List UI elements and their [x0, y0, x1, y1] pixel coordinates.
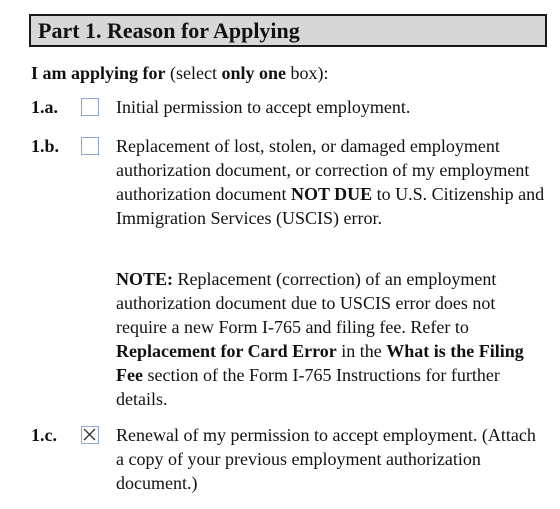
option-1b-label: [116, 134, 548, 230]
option-1b-text-after: to U.S. Citizenship and Immigration Services (USCIS) error.: [116, 184, 545, 228]
instruction-tail: box):: [286, 63, 329, 83]
option-1b-not-due: NOT DUE: [290, 184, 373, 204]
option-1c-number: 1.c.: [31, 425, 57, 445]
option-1b-text-before: Replacement of lost, stolen, or damaged employment authorization document, or correction of my employment authorization document: [116, 136, 530, 204]
note-text-2: in the: [336, 341, 387, 361]
note-bold-1: Replacement for Card Error: [116, 341, 337, 361]
section-title: Part 1. Reason for Applying: [38, 18, 300, 43]
option-1a-checkbox[interactable]: [81, 98, 99, 116]
option-1a-label: Initial permission to accept employment.: [116, 97, 411, 117]
option-1b-checkbox[interactable]: [81, 137, 99, 155]
option-1c-label: Renewal of my permission to accept employment. (Attach a copy of your previous employment authorization document.): [116, 425, 536, 493]
note-text-3: section of the Form I-765 Instructions for further details.: [116, 365, 500, 409]
note-paragraph: [116, 267, 548, 411]
instruction-emphasis: only one: [221, 63, 287, 83]
option-1b-number: 1.b.: [31, 136, 60, 156]
note-label: NOTE:: [116, 269, 174, 289]
instruction-lead: I am applying for: [31, 63, 166, 83]
option-1a-number: 1.a.: [31, 97, 58, 117]
option-1c-checkbox[interactable]: [81, 426, 99, 444]
part-1-header: [29, 14, 547, 47]
note-bold-2: What is the Filing Fee: [116, 341, 524, 385]
note-text-1: Replacement (correction) of an employment authorization document due to USCIS error does not require a new Form I-765 and filing fee. Refer to: [116, 269, 497, 337]
instruction-line: [31, 61, 329, 85]
instruction-mid: (select: [165, 63, 222, 83]
checkmark-x-icon: [82, 427, 97, 442]
